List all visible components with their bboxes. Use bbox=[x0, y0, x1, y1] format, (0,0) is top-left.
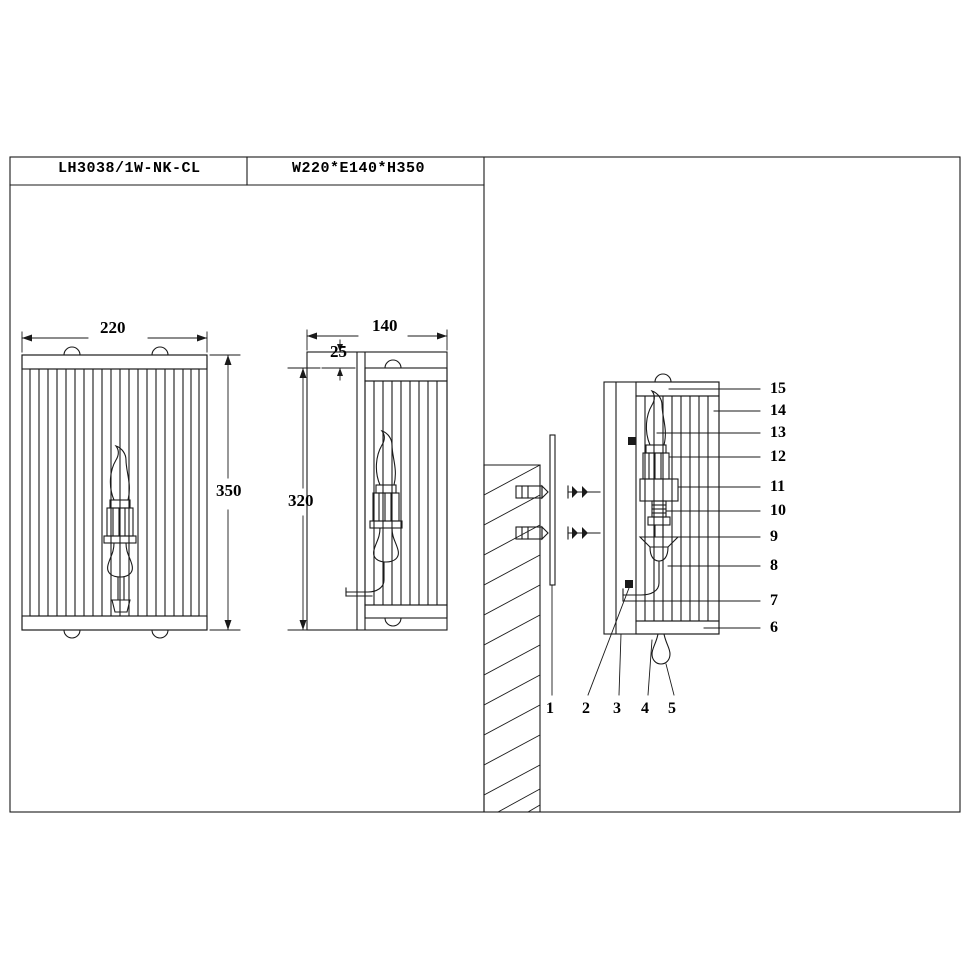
callout-2: 2 bbox=[582, 700, 590, 717]
callout-3: 3 bbox=[613, 700, 621, 717]
callout-15: 15 bbox=[770, 380, 786, 397]
model-code-label: LH3038/1W-NK-CL bbox=[58, 160, 201, 177]
callout-8: 8 bbox=[770, 557, 778, 574]
sheet-border bbox=[10, 157, 960, 812]
side-depth-dimension: 140 bbox=[372, 316, 398, 335]
side-height-dimension: 320 bbox=[288, 491, 314, 510]
callout-12: 12 bbox=[770, 448, 786, 465]
title-block-lines bbox=[10, 157, 484, 812]
side-view-dimension-lines bbox=[288, 330, 447, 630]
callout-13: 13 bbox=[770, 424, 786, 441]
front-height-dimension: 350 bbox=[216, 481, 242, 500]
callout-7: 7 bbox=[770, 592, 778, 609]
side-view-geometry bbox=[307, 352, 447, 630]
front-view-geometry bbox=[22, 347, 207, 638]
callout-4: 4 bbox=[641, 700, 649, 717]
callout-1: 1 bbox=[546, 700, 554, 717]
callout-9: 9 bbox=[770, 528, 778, 545]
wall-section-hatch bbox=[484, 465, 540, 812]
callout-5: 5 bbox=[668, 700, 676, 717]
front-width-dimension: 220 bbox=[100, 318, 126, 337]
dimensions-code-label: W220*E140*H350 bbox=[292, 160, 426, 177]
callout-10: 10 bbox=[770, 502, 786, 519]
callout-14: 14 bbox=[770, 402, 786, 419]
callout-6: 6 bbox=[770, 619, 778, 636]
exploded-assembly-geometry bbox=[516, 374, 719, 664]
side-plate-dimension: 25 bbox=[330, 342, 347, 361]
callout-11: 11 bbox=[770, 478, 786, 495]
bottom-callout-leader-lines bbox=[552, 585, 674, 695]
